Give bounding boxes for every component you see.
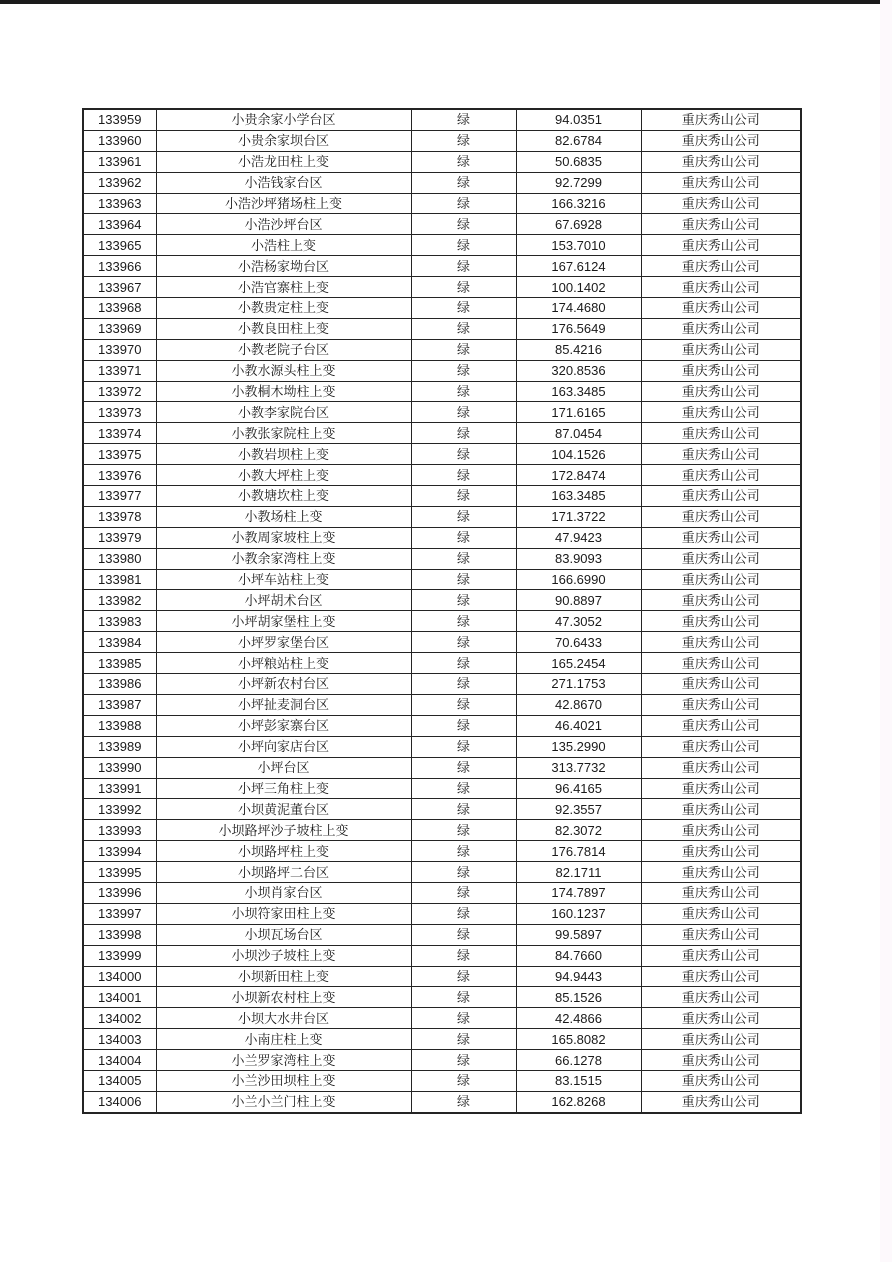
cell-id: 134005	[83, 1070, 156, 1091]
data-table	[82, 108, 802, 1114]
cell-value: 50.6835	[516, 151, 641, 172]
cell-status: 绿	[411, 172, 516, 193]
cell-company: 重庆秀山公司	[641, 381, 801, 402]
table-row	[83, 444, 801, 465]
cell-name: 小兰小兰门柱上变	[156, 1091, 411, 1112]
cell-company: 重庆秀山公司	[641, 569, 801, 590]
cell-id: 134003	[83, 1029, 156, 1050]
table-row	[83, 235, 801, 256]
cell-status: 绿	[411, 778, 516, 799]
cell-company: 重庆秀山公司	[641, 736, 801, 757]
cell-value: 99.5897	[516, 924, 641, 945]
cell-status: 绿	[411, 506, 516, 527]
cell-company: 重庆秀山公司	[641, 820, 801, 841]
cell-value: 160.1237	[516, 903, 641, 924]
table-row	[83, 527, 801, 548]
cell-id: 133972	[83, 381, 156, 402]
cell-company: 重庆秀山公司	[641, 256, 801, 277]
cell-id: 133962	[83, 172, 156, 193]
cell-id: 134006	[83, 1091, 156, 1112]
cell-value: 165.8082	[516, 1029, 641, 1050]
cell-value: 82.6784	[516, 130, 641, 151]
table-row	[83, 778, 801, 799]
cell-value: 171.6165	[516, 402, 641, 423]
cell-company: 重庆秀山公司	[641, 715, 801, 736]
cell-value: 174.7897	[516, 882, 641, 903]
cell-name: 小教良田柱上变	[156, 318, 411, 339]
table-row	[83, 1070, 801, 1091]
table-row	[83, 109, 801, 130]
cell-status: 绿	[411, 1070, 516, 1091]
cell-id: 134001	[83, 987, 156, 1008]
cell-company: 重庆秀山公司	[641, 109, 801, 130]
cell-id: 133975	[83, 444, 156, 465]
cell-company: 重庆秀山公司	[641, 882, 801, 903]
cell-status: 绿	[411, 277, 516, 298]
cell-name: 小浩沙坪猪场柱上变	[156, 193, 411, 214]
cell-company: 重庆秀山公司	[641, 1091, 801, 1112]
table-row	[83, 569, 801, 590]
table-row	[83, 402, 801, 423]
cell-company: 重庆秀山公司	[641, 611, 801, 632]
table-row	[83, 736, 801, 757]
cell-status: 绿	[411, 465, 516, 486]
cell-id: 133961	[83, 151, 156, 172]
cell-name: 小兰沙田坝柱上变	[156, 1070, 411, 1091]
table-row	[83, 674, 801, 695]
cell-value: 87.0454	[516, 423, 641, 444]
scan-right-edge-tint	[880, 0, 892, 1262]
cell-value: 82.3072	[516, 820, 641, 841]
cell-name: 小教塘坎柱上变	[156, 486, 411, 507]
table-row	[83, 590, 801, 611]
cell-name: 小贵余家小学台区	[156, 109, 411, 130]
cell-name: 小教老院子台区	[156, 339, 411, 360]
cell-id: 133966	[83, 256, 156, 277]
table-row	[83, 465, 801, 486]
cell-name: 小南庄柱上变	[156, 1029, 411, 1050]
cell-status: 绿	[411, 987, 516, 1008]
cell-name: 小教贵定柱上变	[156, 298, 411, 319]
cell-status: 绿	[411, 339, 516, 360]
data-table-body	[83, 109, 801, 1113]
cell-value: 167.6124	[516, 256, 641, 277]
cell-id: 133998	[83, 924, 156, 945]
cell-status: 绿	[411, 590, 516, 611]
cell-status: 绿	[411, 653, 516, 674]
cell-id: 133995	[83, 862, 156, 883]
cell-value: 90.8897	[516, 590, 641, 611]
cell-name: 小坝沙子坡柱上变	[156, 945, 411, 966]
cell-id: 133990	[83, 757, 156, 778]
cell-value: 313.7732	[516, 757, 641, 778]
table-row	[83, 820, 801, 841]
cell-id: 133963	[83, 193, 156, 214]
cell-value: 66.1278	[516, 1050, 641, 1071]
cell-id: 133976	[83, 465, 156, 486]
table-row	[83, 694, 801, 715]
cell-value: 163.3485	[516, 486, 641, 507]
cell-company: 重庆秀山公司	[641, 903, 801, 924]
cell-company: 重庆秀山公司	[641, 151, 801, 172]
cell-company: 重庆秀山公司	[641, 193, 801, 214]
cell-company: 重庆秀山公司	[641, 548, 801, 569]
cell-name: 小坝大水井台区	[156, 1008, 411, 1029]
table-row	[83, 1050, 801, 1071]
cell-company: 重庆秀山公司	[641, 318, 801, 339]
cell-value: 42.4866	[516, 1008, 641, 1029]
cell-company: 重庆秀山公司	[641, 1029, 801, 1050]
table-row	[83, 611, 801, 632]
cell-value: 83.1515	[516, 1070, 641, 1091]
cell-status: 绿	[411, 841, 516, 862]
cell-id: 133982	[83, 590, 156, 611]
cell-name: 小坝新农村柱上变	[156, 987, 411, 1008]
cell-company: 重庆秀山公司	[641, 172, 801, 193]
cell-status: 绿	[411, 235, 516, 256]
cell-company: 重庆秀山公司	[641, 674, 801, 695]
cell-name: 小教水源头柱上变	[156, 360, 411, 381]
cell-status: 绿	[411, 298, 516, 319]
cell-id: 133997	[83, 903, 156, 924]
cell-company: 重庆秀山公司	[641, 757, 801, 778]
cell-value: 94.0351	[516, 109, 641, 130]
cell-name: 小浩杨家坳台区	[156, 256, 411, 277]
cell-company: 重庆秀山公司	[641, 653, 801, 674]
cell-company: 重庆秀山公司	[641, 966, 801, 987]
cell-company: 重庆秀山公司	[641, 799, 801, 820]
cell-company: 重庆秀山公司	[641, 402, 801, 423]
cell-company: 重庆秀山公司	[641, 1070, 801, 1091]
cell-id: 133973	[83, 402, 156, 423]
cell-status: 绿	[411, 548, 516, 569]
cell-id: 134002	[83, 1008, 156, 1029]
cell-name: 小教岩坝柱上变	[156, 444, 411, 465]
cell-status: 绿	[411, 402, 516, 423]
cell-value: 176.5649	[516, 318, 641, 339]
cell-name: 小坪车站柱上变	[156, 569, 411, 590]
cell-id: 133974	[83, 423, 156, 444]
cell-name: 小浩钱家台区	[156, 172, 411, 193]
cell-name: 小浩沙坪台区	[156, 214, 411, 235]
table-row	[83, 841, 801, 862]
cell-name: 小坪向家店台区	[156, 736, 411, 757]
cell-id: 133991	[83, 778, 156, 799]
table-row	[83, 966, 801, 987]
cell-name: 小坝路坪二台区	[156, 862, 411, 883]
cell-value: 172.8474	[516, 465, 641, 486]
cell-company: 重庆秀山公司	[641, 506, 801, 527]
cell-company: 重庆秀山公司	[641, 987, 801, 1008]
cell-status: 绿	[411, 381, 516, 402]
cell-company: 重庆秀山公司	[641, 590, 801, 611]
cell-name: 小坝路坪沙子坡柱上变	[156, 820, 411, 841]
cell-company: 重庆秀山公司	[641, 1050, 801, 1071]
cell-id: 133999	[83, 945, 156, 966]
cell-name: 小坝新田柱上变	[156, 966, 411, 987]
cell-value: 84.7660	[516, 945, 641, 966]
cell-company: 重庆秀山公司	[641, 277, 801, 298]
scan-top-edge-bar	[0, 0, 889, 4]
cell-name: 小浩柱上变	[156, 235, 411, 256]
table-row	[83, 256, 801, 277]
table-row	[83, 903, 801, 924]
cell-company: 重庆秀山公司	[641, 486, 801, 507]
cell-value: 92.3557	[516, 799, 641, 820]
cell-id: 133964	[83, 214, 156, 235]
cell-value: 176.7814	[516, 841, 641, 862]
cell-status: 绿	[411, 360, 516, 381]
cell-value: 320.8536	[516, 360, 641, 381]
cell-id: 133977	[83, 486, 156, 507]
table-row	[83, 318, 801, 339]
cell-company: 重庆秀山公司	[641, 423, 801, 444]
cell-value: 271.1753	[516, 674, 641, 695]
cell-status: 绿	[411, 444, 516, 465]
cell-value: 92.7299	[516, 172, 641, 193]
cell-name: 小坝路坪柱上变	[156, 841, 411, 862]
table-row	[83, 862, 801, 883]
cell-value: 165.2454	[516, 653, 641, 674]
cell-status: 绿	[411, 569, 516, 590]
cell-name: 小坪彭家寨台区	[156, 715, 411, 736]
table-row	[83, 339, 801, 360]
cell-id: 134004	[83, 1050, 156, 1071]
cell-id: 133988	[83, 715, 156, 736]
table-row	[83, 757, 801, 778]
cell-status: 绿	[411, 151, 516, 172]
cell-name: 小坝符家田柱上变	[156, 903, 411, 924]
cell-company: 重庆秀山公司	[641, 841, 801, 862]
cell-company: 重庆秀山公司	[641, 1008, 801, 1029]
cell-status: 绿	[411, 527, 516, 548]
cell-id: 133996	[83, 882, 156, 903]
cell-status: 绿	[411, 736, 516, 757]
cell-company: 重庆秀山公司	[641, 130, 801, 151]
table-row	[83, 799, 801, 820]
cell-value: 83.9093	[516, 548, 641, 569]
cell-status: 绿	[411, 423, 516, 444]
table-row	[83, 298, 801, 319]
cell-name: 小坪胡术台区	[156, 590, 411, 611]
table-row	[83, 1008, 801, 1029]
cell-name: 小坪粮站柱上变	[156, 653, 411, 674]
cell-value: 67.6928	[516, 214, 641, 235]
cell-status: 绿	[411, 1008, 516, 1029]
cell-id: 133986	[83, 674, 156, 695]
table-row	[83, 987, 801, 1008]
cell-value: 82.1711	[516, 862, 641, 883]
table-row	[83, 1029, 801, 1050]
cell-value: 174.4680	[516, 298, 641, 319]
cell-company: 重庆秀山公司	[641, 527, 801, 548]
cell-status: 绿	[411, 757, 516, 778]
cell-status: 绿	[411, 486, 516, 507]
cell-id: 133989	[83, 736, 156, 757]
cell-status: 绿	[411, 882, 516, 903]
cell-id: 133978	[83, 506, 156, 527]
table-row	[83, 360, 801, 381]
cell-status: 绿	[411, 611, 516, 632]
cell-company: 重庆秀山公司	[641, 924, 801, 945]
cell-value: 166.3216	[516, 193, 641, 214]
table-row	[83, 151, 801, 172]
cell-id: 134000	[83, 966, 156, 987]
cell-name: 小坝肖家台区	[156, 882, 411, 903]
cell-name: 小教场柱上变	[156, 506, 411, 527]
cell-value: 42.8670	[516, 694, 641, 715]
cell-status: 绿	[411, 924, 516, 945]
cell-id: 133984	[83, 632, 156, 653]
cell-status: 绿	[411, 903, 516, 924]
cell-id: 133967	[83, 277, 156, 298]
cell-company: 重庆秀山公司	[641, 339, 801, 360]
cell-id: 133992	[83, 799, 156, 820]
cell-status: 绿	[411, 193, 516, 214]
cell-company: 重庆秀山公司	[641, 465, 801, 486]
table-row	[83, 506, 801, 527]
cell-company: 重庆秀山公司	[641, 632, 801, 653]
cell-value: 70.6433	[516, 632, 641, 653]
cell-id: 133959	[83, 109, 156, 130]
cell-name: 小坪罗家堡台区	[156, 632, 411, 653]
table-row	[83, 423, 801, 444]
cell-company: 重庆秀山公司	[641, 694, 801, 715]
cell-id: 133987	[83, 694, 156, 715]
cell-id: 133985	[83, 653, 156, 674]
table-row	[83, 632, 801, 653]
cell-value: 104.1526	[516, 444, 641, 465]
cell-company: 重庆秀山公司	[641, 945, 801, 966]
cell-id: 133971	[83, 360, 156, 381]
table-row	[83, 1091, 801, 1112]
cell-status: 绿	[411, 1091, 516, 1112]
cell-status: 绿	[411, 109, 516, 130]
table-row	[83, 715, 801, 736]
table-row	[83, 548, 801, 569]
cell-status: 绿	[411, 1029, 516, 1050]
table-row	[83, 130, 801, 151]
cell-company: 重庆秀山公司	[641, 862, 801, 883]
cell-id: 133980	[83, 548, 156, 569]
cell-name: 小教余家湾柱上变	[156, 548, 411, 569]
table-row	[83, 277, 801, 298]
cell-name: 小坪台区	[156, 757, 411, 778]
cell-status: 绿	[411, 674, 516, 695]
cell-name: 小贵余家坝台区	[156, 130, 411, 151]
cell-value: 163.3485	[516, 381, 641, 402]
cell-status: 绿	[411, 130, 516, 151]
cell-company: 重庆秀山公司	[641, 214, 801, 235]
cell-name: 小坪新农村台区	[156, 674, 411, 695]
cell-status: 绿	[411, 966, 516, 987]
cell-status: 绿	[411, 1050, 516, 1071]
cell-status: 绿	[411, 820, 516, 841]
cell-name: 小教周家坡柱上变	[156, 527, 411, 548]
cell-value: 47.9423	[516, 527, 641, 548]
cell-value: 135.2990	[516, 736, 641, 757]
table-row	[83, 172, 801, 193]
table-row	[83, 486, 801, 507]
cell-status: 绿	[411, 214, 516, 235]
cell-company: 重庆秀山公司	[641, 778, 801, 799]
cell-id: 133983	[83, 611, 156, 632]
cell-value: 85.1526	[516, 987, 641, 1008]
cell-name: 小浩官寨柱上变	[156, 277, 411, 298]
cell-status: 绿	[411, 694, 516, 715]
cell-company: 重庆秀山公司	[641, 360, 801, 381]
cell-status: 绿	[411, 799, 516, 820]
cell-company: 重庆秀山公司	[641, 235, 801, 256]
cell-value: 94.9443	[516, 966, 641, 987]
cell-value: 166.6990	[516, 569, 641, 590]
cell-id: 133968	[83, 298, 156, 319]
cell-status: 绿	[411, 256, 516, 277]
table-row	[83, 193, 801, 214]
cell-status: 绿	[411, 862, 516, 883]
cell-status: 绿	[411, 318, 516, 339]
cell-company: 重庆秀山公司	[641, 298, 801, 319]
cell-id: 133979	[83, 527, 156, 548]
cell-name: 小教大坪柱上变	[156, 465, 411, 486]
cell-name: 小坪三角柱上变	[156, 778, 411, 799]
cell-name: 小坪胡家堡柱上变	[156, 611, 411, 632]
cell-value: 171.3722	[516, 506, 641, 527]
cell-id: 133994	[83, 841, 156, 862]
table-row	[83, 945, 801, 966]
cell-name: 小教李家院台区	[156, 402, 411, 423]
table-row	[83, 381, 801, 402]
table-row	[83, 653, 801, 674]
table-row	[83, 214, 801, 235]
cell-name: 小兰罗家湾柱上变	[156, 1050, 411, 1071]
cell-status: 绿	[411, 632, 516, 653]
cell-name: 小坪扯麦洞台区	[156, 694, 411, 715]
cell-company: 重庆秀山公司	[641, 444, 801, 465]
cell-name: 小坝黄泥董台区	[156, 799, 411, 820]
cell-value: 47.3052	[516, 611, 641, 632]
cell-value: 85.4216	[516, 339, 641, 360]
cell-name: 小浩龙田柱上变	[156, 151, 411, 172]
cell-status: 绿	[411, 945, 516, 966]
cell-value: 153.7010	[516, 235, 641, 256]
cell-id: 133960	[83, 130, 156, 151]
cell-name: 小教张家院柱上变	[156, 423, 411, 444]
cell-id: 133965	[83, 235, 156, 256]
cell-value: 46.4021	[516, 715, 641, 736]
cell-id: 133970	[83, 339, 156, 360]
cell-id: 133981	[83, 569, 156, 590]
table-row	[83, 882, 801, 903]
cell-value: 162.8268	[516, 1091, 641, 1112]
cell-name: 小教桐木坳柱上变	[156, 381, 411, 402]
table-row	[83, 924, 801, 945]
cell-value: 100.1402	[516, 277, 641, 298]
cell-value: 96.4165	[516, 778, 641, 799]
cell-id: 133969	[83, 318, 156, 339]
cell-id: 133993	[83, 820, 156, 841]
cell-name: 小坝瓦场台区	[156, 924, 411, 945]
cell-status: 绿	[411, 715, 516, 736]
